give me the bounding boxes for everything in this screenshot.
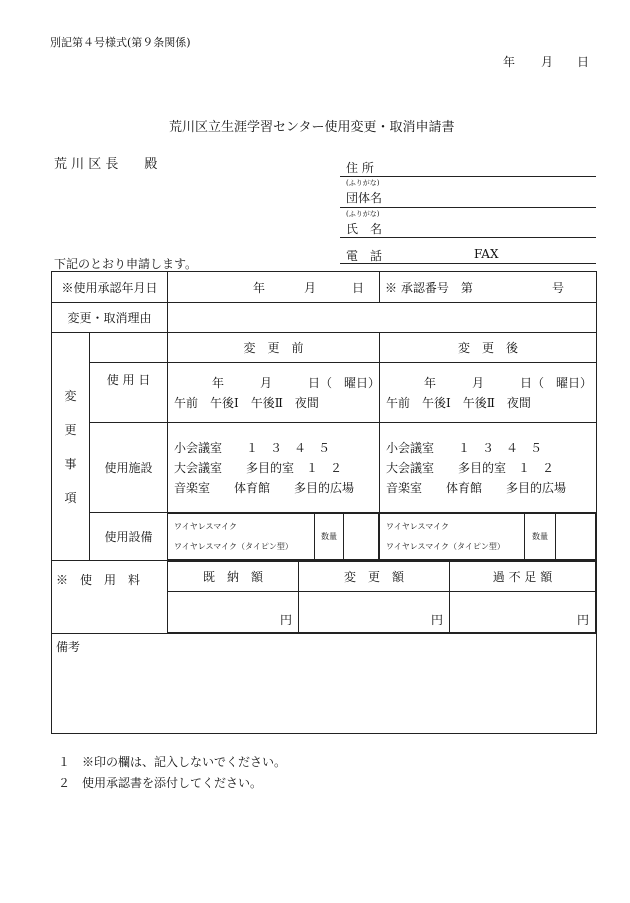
change-amount-field[interactable] — [299, 592, 450, 633]
change-char-2: 更 — [64, 422, 77, 437]
before-quantity-label: 数量 — [315, 514, 344, 560]
after-facility-line-2: 大会議室 多目的室 １ ２ — [386, 460, 555, 475]
after-period-line: 午前 午後Ⅰ 午後Ⅱ 夜間 — [386, 395, 531, 410]
before-equipment-items[interactable] — [168, 514, 315, 560]
blank-header-cell — [90, 333, 168, 363]
change-char-1: 変 — [64, 388, 77, 403]
notes-label: 備考 — [56, 640, 81, 654]
approval-number-suffix: 号 — [552, 281, 565, 295]
phone-line — [340, 263, 596, 264]
change-amount-label: 変 更 額 — [299, 562, 450, 592]
phone-label: 電 話 — [346, 249, 383, 263]
before-equipment-2: ワイヤレスマイク（タイピン型） — [174, 541, 293, 551]
before-period-line: 午前 午後Ⅰ 午後Ⅱ 夜間 — [174, 395, 319, 410]
after-quantity-field[interactable] — [556, 514, 596, 560]
after-equipment — [380, 513, 597, 561]
change-items-label — [52, 333, 90, 561]
address-line — [340, 176, 596, 177]
use-date-label: 使 用 日 — [90, 363, 168, 423]
furigana-label-1: (ふりがな) — [346, 179, 380, 187]
approval-date-m: 月 — [304, 281, 317, 295]
fax-label: FAX — [474, 247, 499, 261]
after-facility-line-1: 小会議室 １ ３ ４ ５ — [386, 440, 543, 455]
reason-label: 変更・取消理由 — [52, 303, 168, 333]
after-use-date[interactable] — [380, 363, 597, 423]
approval-date-y: 年 — [253, 281, 266, 295]
before-facility[interactable] — [168, 423, 380, 513]
change-char-3: 事 — [64, 456, 77, 471]
approval-date-field[interactable] — [168, 272, 380, 303]
paid-amount-field[interactable] — [168, 592, 299, 633]
footnote-2: ２ 使用承認書を添付してください。 — [58, 776, 263, 790]
after-facility-line-3: 音楽室 体育館 多目的広場 — [386, 480, 567, 495]
date-month: 月 — [541, 55, 554, 69]
paid-label: 既 納 額 — [168, 562, 299, 592]
difference-yen: 円 — [577, 613, 590, 627]
form-number: 別記第４号様式(第９条関係) — [50, 36, 191, 49]
difference-label: 過 不 足 額 — [450, 562, 596, 592]
addressee: 荒 川 区 長 殿 — [54, 157, 158, 172]
fee-grid — [168, 561, 597, 634]
equipment-label: 使用設備 — [90, 513, 168, 561]
name-label: 氏 名 — [346, 222, 383, 236]
approval-date-label: ※使用承認年月日 — [52, 272, 168, 303]
request-text: 下記のとおり申請します。 — [54, 257, 198, 271]
fee-label: ※ 使 用 料 — [52, 561, 168, 634]
approval-number-field[interactable] — [380, 272, 597, 303]
notes-field[interactable] — [52, 634, 597, 734]
after-quantity-label: 数量 — [525, 514, 556, 560]
name-line — [340, 237, 596, 238]
application-table — [51, 271, 597, 734]
change-yen: 円 — [431, 613, 444, 627]
after-equipment-items[interactable] — [380, 514, 525, 560]
group-line — [340, 207, 596, 208]
date-day: 日 — [577, 55, 590, 69]
furigana-label-2: (ふりがな) — [346, 210, 380, 218]
paid-yen: 円 — [280, 613, 293, 627]
approval-number-label: ※ 承認番号 第 — [385, 281, 473, 295]
reason-field[interactable] — [168, 303, 597, 333]
difference-field[interactable] — [450, 592, 596, 633]
before-facility-line-2: 大会議室 多目的室 １ ２ — [174, 460, 343, 475]
before-label: 変 更 前 — [168, 333, 380, 363]
after-date-line: 年 月 日（ 曜日） — [424, 375, 593, 390]
after-label: 変 更 後 — [380, 333, 597, 363]
after-facility[interactable] — [380, 423, 597, 513]
facility-label: 使用施設 — [90, 423, 168, 513]
footnote-1: １ ※印の欄は、記入しないでください。 — [58, 755, 287, 769]
before-facility-line-3: 音楽室 体育館 多目的広場 — [174, 480, 355, 495]
address-label: 住 所 — [346, 161, 374, 175]
after-equipment-1: ワイヤレスマイク — [386, 521, 449, 531]
date-year: 年 — [503, 55, 516, 69]
change-char-4: 項 — [64, 490, 77, 505]
before-equipment — [168, 513, 380, 561]
page-title: 荒川区立生涯学習センター使用変更・取消申請書 — [169, 120, 455, 135]
approval-date-d: 日 — [352, 281, 365, 295]
before-quantity-field[interactable] — [344, 514, 379, 560]
before-use-date[interactable] — [168, 363, 380, 423]
before-date-line: 年 月 日（ 曜日） — [212, 375, 381, 390]
before-equipment-1: ワイヤレスマイク — [174, 521, 237, 531]
before-facility-line-1: 小会議室 １ ３ ４ ５ — [174, 440, 331, 455]
group-label: 団体名 — [346, 191, 383, 205]
after-equipment-2: ワイヤレスマイク（タイピン型） — [386, 541, 505, 551]
